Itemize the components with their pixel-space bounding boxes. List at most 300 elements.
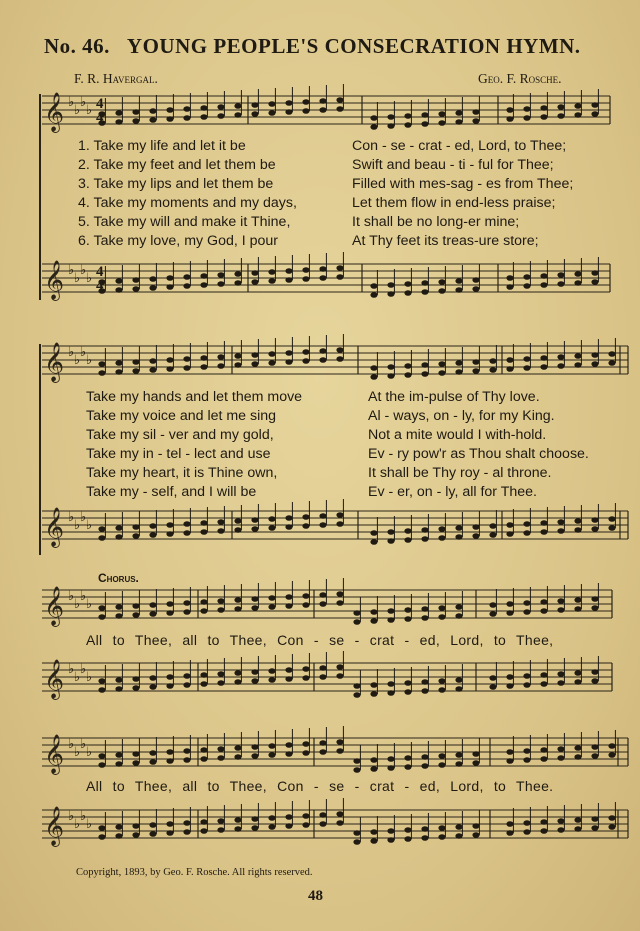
note-head (302, 813, 309, 819)
note-head (608, 360, 615, 366)
note-head (234, 353, 241, 359)
note-head (506, 116, 513, 122)
note-head (472, 832, 479, 838)
note-head (285, 359, 292, 365)
note-head (557, 607, 564, 613)
note-head (540, 681, 547, 687)
note-head (319, 275, 326, 281)
note-head (166, 610, 173, 616)
note-head (387, 756, 394, 762)
chorus-lyric-line-2: All to Thee, all to Thee, Con - se - crat - ed, Lord, to Thee. (86, 778, 554, 794)
note-head (149, 276, 156, 282)
note-head (438, 753, 445, 759)
note-head (166, 531, 173, 537)
note-head (438, 111, 445, 117)
flat-symbol: ♭ (86, 817, 93, 832)
note-head (387, 690, 394, 696)
note-head (115, 360, 122, 366)
note-head (574, 518, 581, 524)
note-head (217, 827, 224, 833)
note-head (455, 360, 462, 366)
note-head (591, 678, 598, 684)
note-head (183, 820, 190, 826)
note-head (523, 283, 530, 289)
note-head (115, 613, 122, 619)
verse-line-second-half: Swift and beau - ti - ful for Thee; (352, 157, 554, 173)
note-head (455, 824, 462, 830)
note-head (591, 361, 598, 367)
note-head (217, 671, 224, 677)
flat-symbol: ♭ (74, 353, 81, 368)
note-head (523, 600, 530, 606)
note-head (200, 282, 207, 288)
note-head (540, 364, 547, 370)
note-head (523, 274, 530, 280)
composer-credit: Geo. F. Rosche. (478, 71, 562, 86)
note-head (234, 754, 241, 760)
note-head (353, 830, 360, 836)
note-head (285, 667, 292, 673)
verse-line-first-half: Take my hands and let them move (86, 389, 303, 405)
note-head (455, 278, 462, 284)
note-head (455, 686, 462, 692)
note-head (557, 113, 564, 119)
note-head (319, 357, 326, 363)
note-head (336, 106, 343, 112)
note-head (98, 678, 105, 684)
note-head (285, 676, 292, 682)
flat-symbol: ♭ (86, 597, 93, 612)
note-head (251, 753, 258, 759)
note-head (438, 825, 445, 831)
note-head (608, 516, 615, 522)
verse-line-first-half: 5. Take my will and make it Thine, (78, 214, 291, 230)
note-head (506, 749, 513, 755)
note-head (506, 830, 513, 836)
flat-symbol: ♭ (68, 345, 75, 360)
note-head (574, 362, 581, 368)
note-head (370, 115, 377, 121)
note-head (98, 753, 105, 759)
note-head (489, 611, 496, 617)
note-head (149, 523, 156, 529)
note-head (115, 369, 122, 375)
note-head (489, 684, 496, 690)
flat-symbol: ♭ (68, 737, 75, 752)
note-head (98, 526, 105, 532)
note-head (421, 688, 428, 694)
note-head (234, 826, 241, 832)
note-head (234, 271, 241, 277)
note-head (183, 609, 190, 615)
note-head (591, 270, 598, 276)
lyricist-credit: F. R. Havergal. (74, 71, 158, 86)
note-head (404, 607, 411, 613)
note-head (200, 364, 207, 370)
verse-line-first-half: Take my voice and let me sing (86, 408, 277, 424)
note-head (200, 355, 207, 361)
note-head (336, 521, 343, 527)
flat-symbol: ♭ (74, 817, 81, 832)
note-head (421, 606, 428, 612)
clef-symbol: 𝄞 (44, 734, 65, 774)
note-head (183, 748, 190, 754)
note-head (268, 110, 275, 116)
note-head (132, 359, 139, 365)
note-head (285, 751, 292, 757)
note-head (608, 525, 615, 531)
note-head (217, 680, 224, 686)
note-head (268, 351, 275, 357)
note-head (115, 761, 122, 767)
note-head (438, 361, 445, 367)
note-head (98, 535, 105, 541)
note-head (132, 286, 139, 292)
note-head (472, 118, 479, 124)
note-head (149, 759, 156, 765)
note-head (285, 814, 292, 820)
note-head (557, 680, 564, 686)
verse-line-first-half: Take my - self, and I will be (86, 484, 257, 500)
note-head (370, 766, 377, 772)
note-head (234, 817, 241, 823)
note-head (438, 605, 445, 611)
flat-symbol: ♭ (68, 662, 75, 677)
note-head (574, 817, 581, 823)
flat-symbol: ♭ (86, 103, 93, 118)
note-head (421, 112, 428, 118)
chorus-label: Chorus. (98, 571, 139, 585)
note-head (540, 529, 547, 535)
note-head (200, 114, 207, 120)
note-head (404, 689, 411, 695)
note-head (608, 743, 615, 749)
clef-symbol: 𝄞 (44, 92, 65, 132)
note-head (251, 526, 258, 532)
note-head (540, 355, 547, 361)
note-head (370, 838, 377, 844)
note-head (540, 105, 547, 111)
note-head (523, 820, 530, 826)
note-head (370, 757, 377, 763)
note-head (149, 684, 156, 690)
note-head (472, 524, 479, 530)
note-head (319, 522, 326, 528)
note-head (234, 597, 241, 603)
note-head (132, 760, 139, 766)
note-head (523, 682, 530, 688)
verse-line-first-half: 6. Take my love, my God, I pour (78, 233, 279, 249)
note-head (234, 518, 241, 524)
note-head (387, 837, 394, 843)
note-head (574, 606, 581, 612)
note-head (455, 677, 462, 683)
note-head (319, 98, 326, 104)
note-head (183, 829, 190, 835)
note-head (455, 525, 462, 531)
note-head (506, 758, 513, 764)
note-head (115, 604, 122, 610)
note-head (557, 104, 564, 110)
note-head (285, 594, 292, 600)
note-head (149, 831, 156, 837)
note-head (115, 534, 122, 540)
note-head (591, 669, 598, 675)
note-head (591, 517, 598, 523)
note-head (251, 361, 258, 367)
note-head (268, 278, 275, 284)
note-head (217, 528, 224, 534)
verse-line-first-half: Take my sil - ver and my gold, (86, 427, 274, 443)
note-head (319, 348, 326, 354)
note-head (472, 760, 479, 766)
note-head (319, 665, 326, 671)
note-head (166, 821, 173, 827)
note-head (234, 112, 241, 118)
note-head (557, 281, 564, 287)
note-head (132, 832, 139, 838)
flat-symbol: ♭ (80, 95, 87, 110)
note-head (200, 672, 207, 678)
note-head (217, 818, 224, 824)
note-head (251, 111, 258, 117)
note-head (234, 679, 241, 685)
note-head (353, 610, 360, 616)
flat-symbol: ♭ (80, 662, 87, 677)
clef-symbol: 𝄞 (44, 586, 65, 626)
note-head (574, 353, 581, 359)
note-head (455, 752, 462, 758)
note-head (404, 528, 411, 534)
note-head (540, 672, 547, 678)
note-head (455, 287, 462, 293)
flat-symbol: ♭ (74, 271, 81, 286)
note-head (557, 746, 564, 752)
note-head (302, 276, 309, 282)
note-head (370, 530, 377, 536)
note-head (455, 119, 462, 125)
note-head (591, 596, 598, 602)
note-head (370, 609, 377, 615)
flat-symbol: ♭ (80, 263, 87, 278)
note-head (438, 834, 445, 840)
note-head (523, 609, 530, 615)
note-head (98, 687, 105, 693)
verse-line-second-half: Con - se - crat - ed, Lord, to Thee; (352, 138, 567, 154)
note-head (353, 619, 360, 625)
note-head (98, 361, 105, 367)
note-head (251, 744, 258, 750)
verse-line-second-half: Let them flow in end-less praise; (352, 195, 556, 211)
note-head (557, 598, 564, 604)
page-number: 48 (308, 888, 323, 904)
note-head (166, 522, 173, 528)
note-head (183, 682, 190, 688)
note-head (574, 103, 581, 109)
flat-symbol: ♭ (80, 510, 87, 525)
verse-line-first-half: 2. Take my feet and let them be (78, 157, 276, 173)
note-head (115, 677, 122, 683)
note-head (506, 366, 513, 372)
note-head (302, 750, 309, 756)
note-head (251, 279, 258, 285)
note-head (251, 517, 258, 523)
flat-symbol: ♭ (80, 737, 87, 752)
clef-symbol: 𝄞 (44, 342, 65, 382)
note-head (268, 743, 275, 749)
note-head (591, 816, 598, 822)
note-head (387, 282, 394, 288)
time-signature: 4 (96, 96, 104, 112)
note-head (268, 677, 275, 683)
note-head (574, 679, 581, 685)
note-head (319, 740, 326, 746)
note-head (540, 282, 547, 288)
note-head (200, 608, 207, 614)
note-head (438, 687, 445, 693)
note-head (268, 269, 275, 275)
note-head (319, 266, 326, 272)
note-head (200, 105, 207, 111)
verse-line-second-half: Not a mite would I with-hold. (368, 427, 547, 443)
verse-line-second-half: At Thy feet its treas-ure store; (352, 233, 539, 249)
note-head (268, 752, 275, 758)
note-head (251, 816, 258, 822)
note-head (523, 115, 530, 121)
hymn-title-line (44, 34, 581, 59)
note-head (421, 826, 428, 832)
flat-symbol: ♭ (80, 589, 87, 604)
note-head (421, 754, 428, 760)
note-head (200, 529, 207, 535)
note-head (370, 365, 377, 371)
note-head (557, 671, 564, 677)
note-head (302, 675, 309, 681)
note-head (166, 758, 173, 764)
note-head (523, 530, 530, 536)
note-head (302, 602, 309, 608)
hymn-number: No. 46. (44, 34, 110, 58)
note-head (404, 755, 411, 761)
note-head (370, 691, 377, 697)
note-head (387, 681, 394, 687)
note-head (268, 815, 275, 821)
note-head (455, 761, 462, 767)
note-head (166, 830, 173, 836)
note-head (472, 286, 479, 292)
note-head (115, 287, 122, 293)
note-head (557, 363, 564, 369)
note-head (370, 539, 377, 545)
note-head (472, 533, 479, 539)
note-head (200, 819, 207, 825)
flat-symbol: ♭ (74, 518, 81, 533)
note-head (183, 106, 190, 112)
note-head (557, 354, 564, 360)
note-head (166, 116, 173, 122)
flat-symbol: ♭ (86, 670, 93, 685)
note-head (387, 291, 394, 297)
note-head (336, 347, 343, 353)
note-head (540, 599, 547, 605)
note-head (472, 751, 479, 757)
note-head (336, 265, 343, 271)
note-head (591, 526, 598, 532)
note-head (217, 281, 224, 287)
note-head (285, 742, 292, 748)
note-head (302, 267, 309, 273)
note-head (438, 614, 445, 620)
note-head (149, 750, 156, 756)
note-head (132, 533, 139, 539)
note-head (336, 356, 343, 362)
note-head (166, 275, 173, 281)
note-head (234, 606, 241, 612)
clef-symbol: 𝄞 (44, 260, 65, 300)
note-head (183, 757, 190, 763)
note-head (370, 124, 377, 130)
note-head (404, 537, 411, 543)
note-head (268, 101, 275, 107)
note-head (472, 109, 479, 115)
note-head (302, 741, 309, 747)
note-head (438, 370, 445, 376)
note-head (421, 362, 428, 368)
note-head (336, 591, 343, 597)
flat-symbol: ♭ (68, 510, 75, 525)
note-head (251, 825, 258, 831)
note-head (591, 744, 598, 750)
note-head (183, 356, 190, 362)
note-head (302, 108, 309, 114)
note-head (387, 114, 394, 120)
note-head (489, 367, 496, 373)
note-head (557, 818, 564, 824)
note-head (540, 520, 547, 526)
note-head (455, 613, 462, 619)
note-head (336, 811, 343, 817)
flat-symbol: ♭ (86, 353, 93, 368)
note-head (183, 673, 190, 679)
note-head (455, 369, 462, 375)
note-head (608, 752, 615, 758)
note-head (387, 608, 394, 614)
note-head (404, 122, 411, 128)
note-head (268, 360, 275, 366)
note-head (387, 765, 394, 771)
note-head (506, 284, 513, 290)
flat-symbol: ♭ (86, 518, 93, 533)
note-head (540, 756, 547, 762)
note-head (183, 600, 190, 606)
note-head (251, 270, 258, 276)
note-head (404, 764, 411, 770)
note-head (506, 357, 513, 363)
time-signature: 4 (96, 264, 104, 280)
note-head (336, 664, 343, 670)
clef-symbol: 𝄞 (44, 507, 65, 547)
note-head (336, 512, 343, 518)
note-head (387, 617, 394, 623)
note-head (319, 674, 326, 680)
note-head (523, 748, 530, 754)
note-head (285, 100, 292, 106)
note-head (319, 812, 326, 818)
note-head (98, 825, 105, 831)
note-head (591, 102, 598, 108)
note-head (370, 374, 377, 380)
note-head (132, 823, 139, 829)
